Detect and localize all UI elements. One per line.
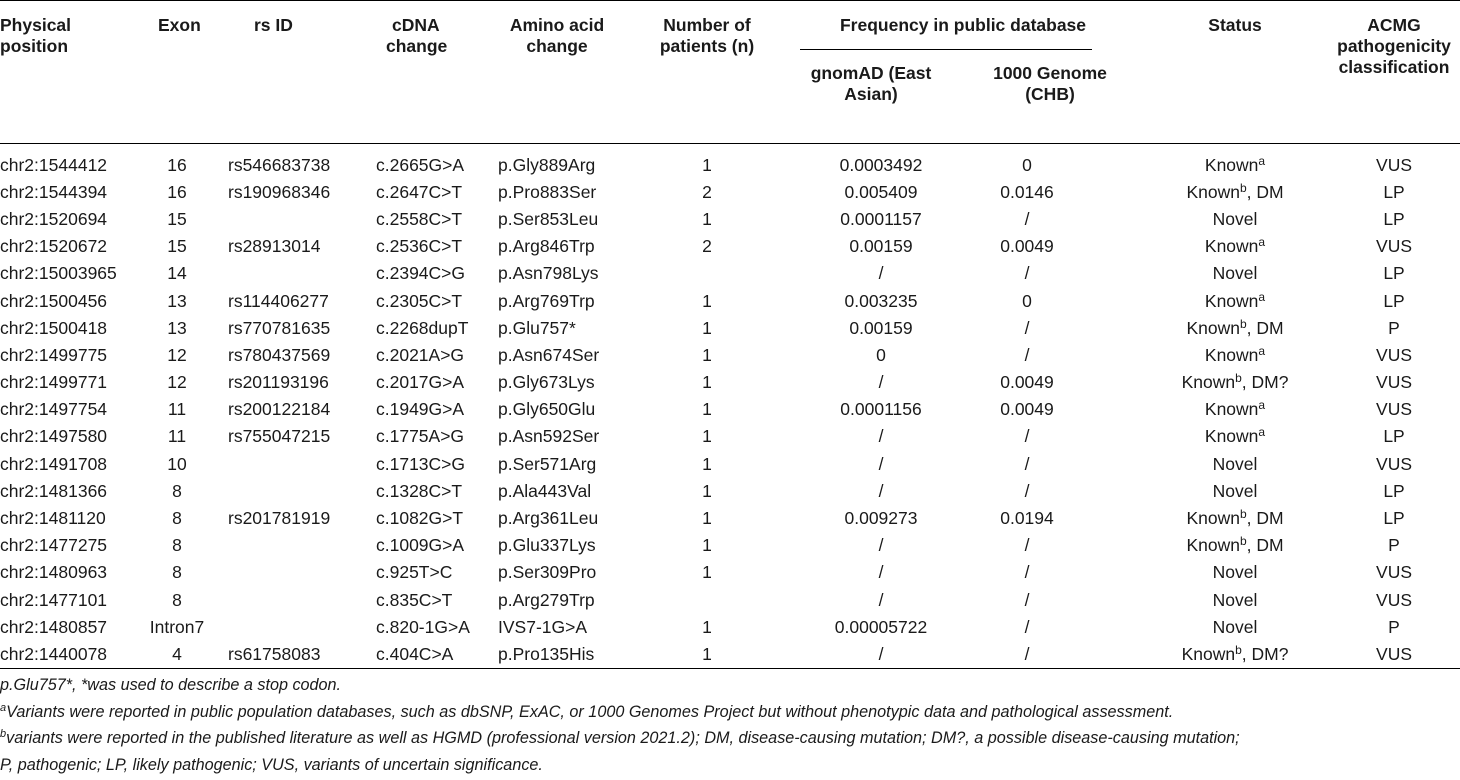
footnote-a <box>0 699 1460 726</box>
cell-physical-position: chr2:1499775 <box>0 344 108 365</box>
header-text: change <box>526 36 588 56</box>
cell-cdna-change: c.925T>C <box>376 562 453 583</box>
cell-acmg-classification: LP <box>1383 208 1405 229</box>
cell-cdna-change: c.2536C>T <box>376 236 463 257</box>
cell-gnomad-frequency: / <box>878 453 884 474</box>
table-row <box>0 450 1460 477</box>
status-text: Novel <box>1212 208 1258 229</box>
cell-number-of-patients <box>630 260 784 287</box>
cell-status <box>1142 369 1328 396</box>
cell-1000-genome-frequency: / <box>1024 535 1030 556</box>
header-text: gnomAD (East <box>810 63 932 83</box>
footnote-mark: b <box>0 728 7 740</box>
cell-gnomad-frequency: 0.0003492 <box>839 154 923 175</box>
cell-amino-acid-change: p.Arg361Leu <box>498 508 599 529</box>
status-text: Known <box>1204 290 1259 311</box>
cell-1000-genome-frequency: / <box>1024 426 1030 447</box>
cell-acmg-classification: VUS <box>1328 640 1460 668</box>
table-row <box>0 586 1460 613</box>
cell-1000-genome-frequency: 0 <box>1022 154 1032 175</box>
cell-exon: 12 <box>167 344 187 365</box>
cell-cdna-change: c.404C>A <box>376 640 484 668</box>
cell-amino-acid-change: p.Glu337Lys <box>498 535 596 556</box>
cell-rsid <box>228 260 376 287</box>
cell-amino-acid-change: p.Ser571Arg <box>498 453 597 474</box>
header-acmg-classification <box>1328 1 1460 144</box>
cell-rsid: rs201781919 <box>228 508 331 529</box>
cell-rsid: rs780437569 <box>228 344 331 365</box>
status-text: Known <box>1204 236 1259 257</box>
cell-physical-position: chr2:1497754 <box>0 399 108 420</box>
status-footnote-mark: b <box>1235 642 1242 657</box>
cell-acmg-classification: VUS <box>1376 372 1412 393</box>
cell-acmg-classification: LP <box>1383 508 1405 529</box>
cell-physical-position: chr2:1520694 <box>0 208 108 229</box>
table-row <box>0 205 1460 232</box>
table-row <box>0 341 1460 368</box>
status-text: Novel <box>1212 562 1258 583</box>
status-text: Known <box>1204 399 1259 420</box>
cell-exon: 15 <box>167 208 187 229</box>
cell-amino-acid-change: p.Glu757* <box>498 317 576 338</box>
cell-status <box>1142 613 1328 640</box>
status-suffix: , DM <box>1246 317 1284 338</box>
status-suffix: , DM? <box>1241 643 1289 664</box>
cell-exon: 16 <box>167 181 187 202</box>
status-text: Known <box>1186 535 1240 556</box>
cell-cdna-change: c.2017G>A <box>376 372 465 393</box>
cell-physical-position: chr2:1500456 <box>0 290 108 311</box>
cell-exon: Intron7 <box>149 616 205 637</box>
status-footnote-mark: a <box>1258 289 1266 304</box>
footnote-stop-codon: p.Glu757*, *was used to describe a stop codon. <box>0 676 342 694</box>
cell-status <box>1142 314 1328 341</box>
cell-status <box>1142 260 1328 287</box>
status-text: Known <box>1204 426 1259 447</box>
cell-rsid: rs28913014 <box>228 236 321 257</box>
cell-exon: 16 <box>167 154 187 175</box>
cell-physical-position: chr2:1477275 <box>0 535 108 556</box>
table-footnotes <box>0 672 1460 778</box>
cell-exon: 13 <box>167 290 187 311</box>
cell-number-of-patients: 1 <box>702 154 712 175</box>
cell-acmg-classification: LP <box>1383 426 1405 447</box>
header-amino-acid-change <box>484 1 630 144</box>
status-text: Known <box>1186 181 1240 202</box>
header-text: position <box>0 36 69 56</box>
cell-amino-acid-change: IVS7-1G>A <box>498 616 588 637</box>
cell-amino-acid-change: p.Asn674Ser <box>498 344 600 365</box>
cell-number-of-patients: 1 <box>702 344 712 365</box>
cell-amino-acid-change: p.Pro135His <box>484 640 630 668</box>
cell-number-of-patients: 1 <box>702 562 712 583</box>
cell-1000-genome-frequency: 0 <box>1022 290 1032 311</box>
cell-gnomad-frequency: 0 <box>876 344 886 365</box>
cell-physical-position: chr2:1497580 <box>0 426 108 447</box>
cell-number-of-patients: 1 <box>702 480 712 501</box>
table-row <box>0 504 1460 531</box>
cell-1000-genome-frequency: 0.0049 <box>1000 236 1054 257</box>
table-row <box>0 369 1460 396</box>
footnote-text: variants were reported in the published literature as well as HGMD (professional version 2021.2); DM, disease-causing mutation; DM?, a possible disease-causing mutation; <box>6 729 1240 747</box>
cell-rsid: rs190968346 <box>228 181 331 202</box>
header-number-of-patients <box>630 1 784 144</box>
status-footnote-mark: a <box>1258 425 1266 440</box>
cell-cdna-change: c.2558C>T <box>376 208 463 229</box>
table-row <box>0 396 1460 423</box>
cell-exon: 4 <box>140 640 228 668</box>
cell-1000-genome-frequency: / <box>1024 208 1030 229</box>
cell-status <box>1142 640 1328 668</box>
status-text: Novel <box>1212 453 1258 474</box>
cell-exon: 8 <box>172 480 182 501</box>
cell-rsid <box>228 559 376 586</box>
cell-rsid: rs200122184 <box>228 399 331 420</box>
cell-physical-position: chr2:1499771 <box>0 372 108 393</box>
table-row <box>0 144 1460 179</box>
status-footnote-mark: b <box>1239 534 1247 549</box>
cell-amino-acid-change: p.Ala443Val <box>498 480 592 501</box>
cell-1000-genome-frequency: / <box>1024 480 1030 501</box>
cell-gnomad-frequency: 0.00159 <box>849 236 913 257</box>
cell-1000-genome-frequency: 0.0146 <box>1000 181 1054 202</box>
cell-acmg-classification: LP <box>1383 290 1405 311</box>
cell-gnomad-frequency: / <box>878 426 884 447</box>
cell-amino-acid-change: p.Asn798Lys <box>498 263 599 284</box>
cell-status <box>1142 532 1328 559</box>
footnote-text: Variants were reported in public population databases, such as dbSNP, ExAC, or 1000 Genomes Project but without phenotypic data and pathological assessment. <box>6 702 1174 721</box>
cell-1000-genome-frequency: 0.0194 <box>1000 508 1054 529</box>
cell-gnomad-frequency: / <box>878 263 884 284</box>
status-footnote-mark: a <box>1258 153 1266 168</box>
cell-physical-position: chr2:1480963 <box>0 562 108 583</box>
cell-status <box>1142 287 1328 314</box>
cell-rsid: rs114406277 <box>228 290 329 311</box>
table-row <box>0 314 1460 341</box>
cell-status <box>1142 423 1328 450</box>
status-footnote-mark: b <box>1235 371 1242 386</box>
header-status <box>1142 1 1328 144</box>
cell-rsid: rs770781635 <box>228 317 331 338</box>
header-gnomad <box>784 49 958 144</box>
status-footnote-mark: b <box>1239 180 1247 195</box>
header-text: 1000 Genome <box>993 63 1107 83</box>
cell-status <box>1142 341 1328 368</box>
cell-number-of-patients: 1 <box>702 399 712 420</box>
cell-exon: 11 <box>167 426 187 447</box>
cell-cdna-change: c.2305C>T <box>376 290 463 311</box>
cell-gnomad-frequency: 0.00005722 <box>834 616 928 637</box>
cell-amino-acid-change: p.Gly650Glu <box>498 399 596 420</box>
table-row <box>0 423 1460 450</box>
table-row <box>0 532 1460 559</box>
cell-acmg-classification: VUS <box>1376 154 1412 175</box>
header-text: pathogenicity <box>1337 36 1451 56</box>
cell-physical-position: chr2:15003965 <box>0 263 117 284</box>
cell-1000-genome-frequency: / <box>958 640 1142 668</box>
cell-exon: 13 <box>167 317 187 338</box>
cell-number-of-patients: 1 <box>702 453 712 474</box>
cell-cdna-change: c.2268dupT <box>376 317 469 338</box>
cell-physical-position: chr2:1477101 <box>0 589 108 610</box>
header-group-rule <box>800 49 958 50</box>
header-text: Status <box>1208 15 1262 35</box>
header-text: Asian) <box>844 84 898 104</box>
cell-number-of-patients: 1 <box>702 290 712 311</box>
header-text: patients (n) <box>659 36 755 56</box>
cell-1000-genome-frequency: / <box>1024 344 1030 365</box>
cell-number-of-patients: 1 <box>702 208 712 229</box>
table-body <box>0 144 1460 669</box>
cell-exon: 14 <box>167 263 187 284</box>
header-cdna-change <box>376 1 484 144</box>
cell-status <box>1142 178 1328 205</box>
cell-exon: 10 <box>167 453 187 474</box>
cell-number-of-patients: 1 <box>630 640 784 668</box>
status-text: Novel <box>1212 480 1258 501</box>
cell-1000-genome-frequency: / <box>1024 317 1030 338</box>
cell-number-of-patients: 2 <box>702 181 712 202</box>
header-text: ACMG <box>1367 15 1421 35</box>
cell-status <box>1142 504 1328 531</box>
status-suffix: , DM <box>1246 181 1284 202</box>
header-text: classification <box>1338 57 1450 77</box>
status-text: Novel <box>1212 263 1258 284</box>
cell-physical-position: chr2:1520672 <box>0 236 108 257</box>
cell-number-of-patients: 1 <box>702 426 712 447</box>
cell-acmg-classification: P <box>1388 616 1400 637</box>
cell-acmg-classification: VUS <box>1376 236 1412 257</box>
header-text: (CHB) <box>1025 84 1075 104</box>
cell-1000-genome-frequency: 0.0049 <box>1000 372 1054 393</box>
header-text: Number of <box>663 15 751 35</box>
cell-status <box>1142 144 1328 179</box>
cell-cdna-change: c.1009G>A <box>376 535 465 556</box>
cell-physical-position: chr2:1481366 <box>0 480 108 501</box>
cell-rsid <box>228 450 376 477</box>
table-row <box>0 287 1460 314</box>
cell-rsid <box>228 477 376 504</box>
header-text: Frequency in public database <box>839 15 1087 35</box>
cell-amino-acid-change: p.Arg279Trp <box>498 589 595 610</box>
cell-status <box>1142 205 1328 232</box>
header-group-rule <box>958 49 1092 50</box>
footnote-b-continued: P, pathogenic; LP, likely pathogenic; VUS, variants of uncertain significance. <box>0 755 543 774</box>
header-frequency-group <box>784 1 1142 50</box>
status-footnote-mark: a <box>1258 235 1266 250</box>
cell-amino-acid-change: p.Gly673Lys <box>498 372 595 393</box>
cell-exon: 15 <box>167 236 187 257</box>
header-text: cDNA <box>392 15 440 35</box>
status-suffix: , DM <box>1246 535 1284 556</box>
cell-cdna-change: c.820-1G>A <box>376 616 470 637</box>
cell-cdna-change: c.835C>T <box>376 589 453 610</box>
cell-1000-genome-frequency: / <box>1024 589 1030 610</box>
cell-amino-acid-change: p.Pro883Ser <box>498 181 597 202</box>
cell-cdna-change: c.1775A>G <box>376 426 465 447</box>
cell-amino-acid-change: p.Gly889Arg <box>498 154 596 175</box>
cell-acmg-classification: P <box>1388 317 1400 338</box>
cell-amino-acid-change: p.Ser853Leu <box>498 208 599 229</box>
status-footnote-mark: b <box>1239 507 1247 522</box>
cell-physical-position: chr2:1491708 <box>0 453 108 474</box>
header-text: Exon <box>158 15 201 35</box>
table-row <box>0 233 1460 260</box>
cell-rsid: rs201193196 <box>228 372 329 393</box>
cell-number-of-patients: 1 <box>702 372 712 393</box>
header-text: change <box>386 36 448 56</box>
status-footnote-mark: a <box>1258 343 1266 358</box>
header-text: Amino acid <box>509 15 605 35</box>
table-header <box>0 1 1460 144</box>
cell-cdna-change: c.1949G>A <box>376 399 465 420</box>
cell-exon: 8 <box>172 508 182 529</box>
cell-rsid <box>228 586 376 613</box>
cell-number-of-patients: 1 <box>702 508 712 529</box>
cell-physical-position: chr2:1544394 <box>0 181 108 202</box>
status-text: Known <box>1181 643 1236 664</box>
cell-status <box>1142 477 1328 504</box>
table-row <box>0 477 1460 504</box>
cell-cdna-change: c.2021A>G <box>376 344 465 365</box>
cell-acmg-classification: VUS <box>1376 562 1412 583</box>
cell-cdna-change: c.1082G>T <box>376 508 464 529</box>
cell-rsid: rs755047215 <box>228 426 331 447</box>
table-row <box>0 559 1460 586</box>
cell-number-of-patients <box>630 586 784 613</box>
cell-amino-acid-change: p.Asn592Ser <box>498 426 600 447</box>
footnote-mark: a <box>0 701 7 714</box>
cell-physical-position: chr2:1544412 <box>0 154 108 175</box>
table-row <box>0 178 1460 205</box>
header-rsid <box>228 1 376 144</box>
cell-number-of-patients: 1 <box>702 317 712 338</box>
cell-acmg-classification: VUS <box>1376 589 1412 610</box>
status-text: Known <box>1186 508 1240 529</box>
cell-status <box>1142 450 1328 477</box>
cell-1000-genome-frequency: / <box>1024 453 1030 474</box>
status-text: Known <box>1204 154 1259 175</box>
cell-gnomad-frequency: / <box>878 480 884 501</box>
cell-exon: 12 <box>167 372 187 393</box>
cell-rsid <box>228 532 376 559</box>
cell-exon: 8 <box>172 535 182 556</box>
status-text: Known <box>1204 344 1259 365</box>
cell-physical-position: chr2:1500418 <box>0 317 108 338</box>
cell-acmg-classification: P <box>1388 535 1400 556</box>
status-footnote-mark: a <box>1258 398 1266 413</box>
header-1000-genome <box>958 49 1142 144</box>
cell-gnomad-frequency: 0.009273 <box>844 508 918 529</box>
cell-gnomad-frequency: 0.0001157 <box>840 208 922 229</box>
status-suffix: , DM? <box>1241 372 1289 393</box>
cell-gnomad-frequency: / <box>878 535 884 556</box>
footnote-b <box>0 725 1460 752</box>
cell-gnomad-frequency: / <box>878 372 884 393</box>
cell-acmg-classification: LP <box>1383 263 1405 284</box>
cell-acmg-classification: LP <box>1383 480 1405 501</box>
table-row <box>0 260 1460 287</box>
cell-gnomad-frequency: / <box>878 562 884 583</box>
cell-exon: 11 <box>167 399 187 420</box>
cell-acmg-classification: VUS <box>1376 399 1412 420</box>
status-text: Novel <box>1212 616 1258 637</box>
cell-rsid <box>228 613 376 640</box>
header-exon <box>140 1 228 144</box>
cell-acmg-classification: LP <box>1383 181 1405 202</box>
cell-amino-acid-change: p.Arg769Trp <box>498 290 595 311</box>
cell-gnomad-frequency: / <box>784 640 958 668</box>
cell-cdna-change: c.1328C>T <box>376 480 463 501</box>
header-text: Physical <box>0 15 72 35</box>
cell-acmg-classification: VUS <box>1376 453 1412 474</box>
cell-number-of-patients: 1 <box>702 616 712 637</box>
cell-physical-position: chr2:1481120 <box>0 508 106 529</box>
cell-physical-position: chr2:1480857 <box>0 616 108 637</box>
cell-gnomad-frequency: 0.00159 <box>849 317 913 338</box>
cell-number-of-patients: 2 <box>702 236 712 257</box>
status-suffix: , DM <box>1246 508 1284 529</box>
status-text: Novel <box>1212 589 1258 610</box>
cell-acmg-classification: VUS <box>1376 344 1412 365</box>
cell-rsid: rs546683738 <box>228 154 331 175</box>
cell-cdna-change: c.2665G>A <box>376 154 465 175</box>
cell-gnomad-frequency: 0.003235 <box>844 290 918 311</box>
cell-status <box>1142 586 1328 613</box>
cell-cdna-change: c.2647C>T <box>376 181 463 202</box>
cell-status <box>1142 396 1328 423</box>
cell-rsid <box>228 205 376 232</box>
cell-status <box>1142 233 1328 260</box>
cell-cdna-change: c.2394C>G <box>376 263 466 284</box>
header-text: rs ID <box>254 15 293 35</box>
status-text: Known <box>1181 372 1236 393</box>
cell-exon: 8 <box>172 589 182 610</box>
cell-1000-genome-frequency: / <box>1024 616 1030 637</box>
cell-gnomad-frequency: 0.0001156 <box>840 399 922 420</box>
header-physical-position <box>0 1 140 144</box>
table-row <box>0 640 1460 668</box>
cell-amino-acid-change: p.Ser309Pro <box>498 562 597 583</box>
table-row <box>0 613 1460 640</box>
cell-physical-position: chr2:1440078 <box>0 640 140 668</box>
cell-rsid: rs61758083 <box>228 640 376 668</box>
cell-exon: 8 <box>172 562 182 583</box>
cell-amino-acid-change: p.Arg846Trp <box>498 236 595 257</box>
status-text: Known <box>1186 317 1240 338</box>
cell-cdna-change: c.1713C>G <box>376 453 466 474</box>
cell-status <box>1142 559 1328 586</box>
cell-gnomad-frequency: 0.005409 <box>844 181 918 202</box>
cell-gnomad-frequency: / <box>878 589 884 610</box>
status-footnote-mark: b <box>1239 316 1247 331</box>
cell-1000-genome-frequency: / <box>1024 263 1030 284</box>
cell-1000-genome-frequency: / <box>1024 562 1030 583</box>
cell-1000-genome-frequency: 0.0049 <box>1000 399 1054 420</box>
cell-number-of-patients: 1 <box>702 535 712 556</box>
